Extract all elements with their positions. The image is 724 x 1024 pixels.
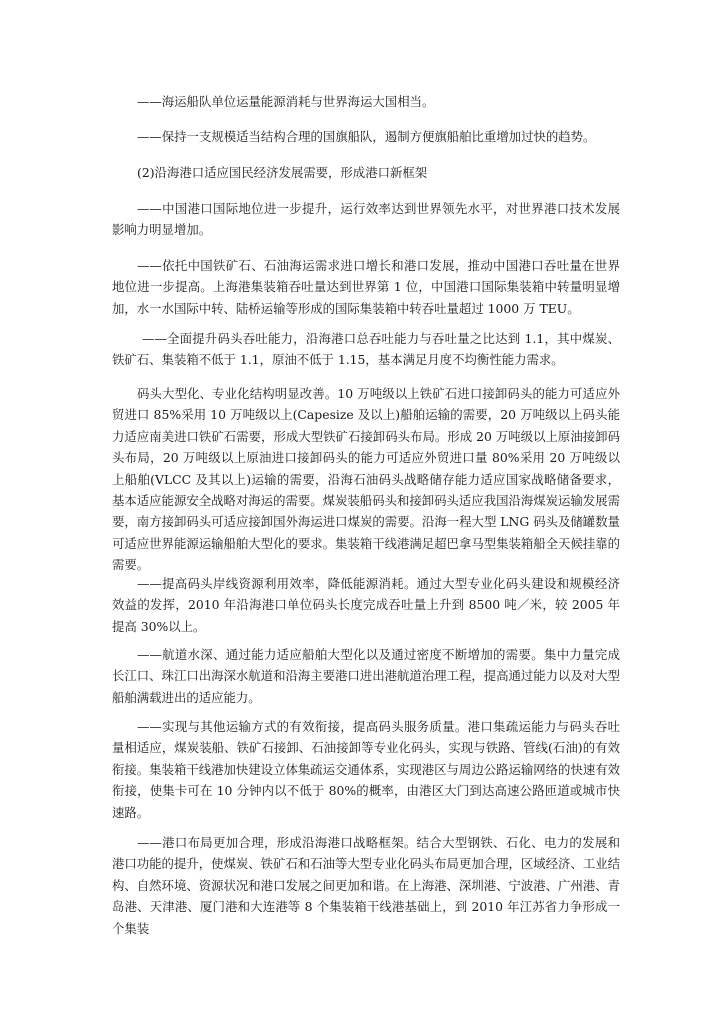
paragraph-2: ——保持一支规模适当结构合理的国旗船队，遏制方便旗船舶比重增加过快的趋势。 — [137, 129, 596, 144]
paragraph-4: ——依托中国铁矿石、石油海运需求进口增长和港口发展，推动中国港口吞吐量在世界地位进一步提高。上海港集装箱吞吐量达到世界第 1 位，中国港口国际集装箱中转量明显增加，水一水国际中转、陆桥运输等形成的国际集装箱中转吞吐量超过 1000 万 TEU。 — [112, 258, 620, 316]
paragraph-8: ——航道水深、通过能力适应船舶大型化以及通过密度不断增加的需要。集中力量完成长江口、珠江口出海深水航道和沿海主要港口进出港航道治理工程，提高通过能力以及对大型船舶满载进出的适应能力。 — [112, 647, 621, 705]
paragraph-5: ——全面提升码头吞吐能力，沿海港口总吞吐能力与吞吐量之比达到 1.1，其中煤炭、铁矿石、集装箱不低于 1.1，原油不低于 1.15，基本满足月度不均衡性能力需求。 — [112, 331, 620, 368]
paragraph-1: ——海运船队单位运量能源消耗与世界海运大国相当。 — [137, 94, 435, 109]
paragraph-9: ——实现与其他运输方式的有效衔接，提高码头服务质量。港口集疏运能力与码头吞吐量相适应，煤炭装船、铁矿石接卸、石油接卸等专业化码头，实现与铁路、管线(石油)的有效衔接。集装箱干线港加快建设立体集疏运交通体系，实现港区与周边公路运输网络的快速有效衔接，使集卡可在 10 分钟内以不低于 80%的概率，由港区大门到达高速公路匝道或城市快速路。 — [112, 719, 621, 820]
section-heading: (2)沿海港口适应国民经济发展需要，形成港口新框架 — [137, 165, 428, 180]
paragraph-7: ——提高码头岸线资源利用效率，降低能源消耗。通过大型专业化码头建设和规模经济效益的发挥，2010 年沿海港口单位码头长度完成吞吐量上升到 8500 吨／米，较 2005 年提高 30%以上。 — [112, 576, 620, 634]
paragraph-10: ——港口布局更加合理，形成沿海港口战略框架。结合大型钢铁、石化、电力的发展和港口功能的提升，使煤炭、铁矿石和石油等大型专业化码头布局更加合理，区域经济、工业结构、自然环境、资源状况和港口发展之间更加和谐。在上海港、深圳港、宁波港、广州港、青岛港、天津港、厦门港和大连港等 8 个集装箱干线港基础上，到 2010 年江苏省力争形成一个集装 — [112, 835, 621, 936]
paragraph-3: ——中国港口国际地位进一步提升，运行效率达到世界领先水平，对世界港口技术发展影响力明显增加。 — [112, 201, 620, 238]
paragraph-6: 码头大型化、专业化结构明显改善。10 万吨级以上铁矿石进口接卸码头的能力可适应外贸进口 85%采用 10 万吨级以上(Capesize 及以上)船舶运输的需要，20 万吨级以上码头能力适应南美进口铁矿石需要，形成大型铁矿石接卸码头布局。形成 20 万吨级以上原油接卸码头布局，20 万吨级以上原油进口接卸码头的能力可适应外贸进口量 80%采用 20 万吨级以上船舶(VLCC 及其以上)运输的需要，沿海石油码头战略储存能力适应国家战略储备要求，基本适应能源安全战略对海运的需要。煤炭装船码头和接卸码头适应我国沿海煤炭运输发展需要，南方接卸码头可适应接卸国外海运进口煤炭的需要。沿海一程大型 LNG 码头及储罐数量可适应世界能源运输船舶大型化的要求。集装箱干线港满足超巴拿马型集装箱船全天候挂靠的需要。 — [112, 386, 621, 573]
